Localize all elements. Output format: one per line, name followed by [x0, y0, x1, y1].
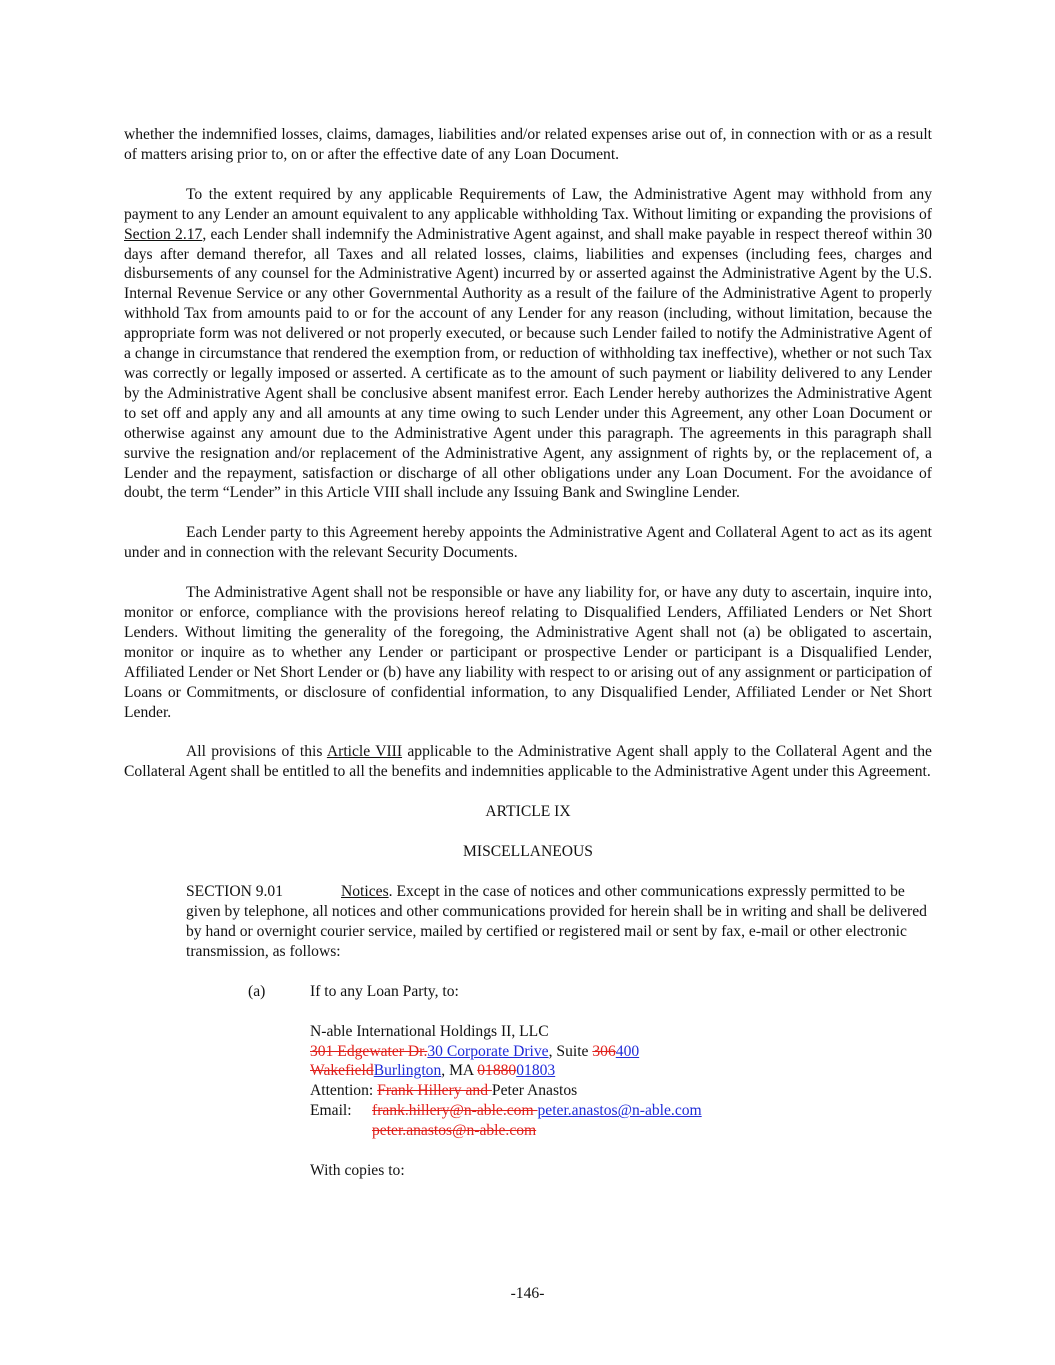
clause-a — [248, 982, 932, 1181]
document-page — [124, 125, 932, 1181]
address-email-continuation — [310, 1121, 932, 1141]
copies-to: With copies to: — [310, 1162, 405, 1180]
paragraph-withholding-tax — [124, 185, 932, 504]
email-deleted-1: frank.hillery@n-able.com — [372, 1102, 538, 1120]
street-deleted: 301 Edgewater Dr. — [310, 1042, 428, 1060]
address-attention-line — [310, 1081, 932, 1101]
withholding-text-part1: To the extent required by any applicable Requirements of Law, the Administrative Agent may withhold from any payment to any Lender an amount equivalent to any applicable withholding Tax. Without limiting or expanding the provisions of — [124, 185, 932, 223]
section-body-first: . Except in the case of notices and other communications expressly permitted to be given by telephone, all notices and other communications provided for herein shall be in writing and shall be delivered by hand or overnight courier service, mailed by certified or registered mail or sent by fax, e-mail or other electronic transmission, as follows: — [186, 883, 927, 960]
withholding-text-part2: , each Lender shall indemnify the Administrative Agent against, and shall make payable in respect thereof within 30 days after demand therefor, all Taxes and all related losses, claims, liabilities and expenses (including fees, charges and disbursements of any counsel for the Administrative Agent) incurred by or asserted against the Administrative Agent by the U.S. Internal Revenue Service or any other Governmental Authority as a result of the failure of the Administrative Agent to properly withhold Tax from amounts paid to or for the account of any Lender for any reason (including, without limitation, because the appropriate form was not delivered or not properly executed, or because such Lender failed to notify the Administrative Agent of a change in circumstance that rendered the exemption from, or reduction of withholding tax ineffective), whether or not such Tax was correctly or legally imposed or asserted. A certificate as to the amount of such payment or liability delivered to any Lender by the Administrative Agent shall be conclusive absent manifest error. Each Lender hereby authorizes the Administrative Agent to set off and apply any and all amounts at any time owing to such Lender under this Agreement, any other Loan Document or otherwise against any amount due to the Administrative Agent under this paragraph. The agreements in this paragraph shall survive the resignation and/or replacement of the Administrative Agent, any assignment of rights by, or the replacement of, a Lender and the repayment, satisfaction or discharge of all other obligations under any Loan Document. For the avoidance of doubt, the term “Lender” in this Article VIII shall include any Issuing Bank and Swingline Lender. — [124, 225, 933, 502]
attention-name: Peter Anastos — [491, 1082, 578, 1100]
city-inserted: Burlington — [373, 1062, 442, 1080]
section-9-01-notices — [124, 882, 932, 962]
attention-deleted: Frank Hillery and — [377, 1082, 492, 1100]
suite-inserted: 400 — [615, 1042, 640, 1060]
address-street-line — [310, 1042, 932, 1062]
collateral-text-part2: applicable to the Administrative Agent shall apply to the Collateral Agent and the Collateral Agent shall be entitled to all the benefits and indemnities applicable to the Administrative Agent under this Agreement. — [124, 743, 932, 781]
paragraph-indemnified-losses: whether the indemnified losses, claims, damages, liabilities and/or related expenses arise out of, in connection with or as a result of matters arising prior to, on or after the effective date of any Loan Document. — [124, 126, 932, 163]
collateral-text-part1: All provisions of this — [186, 743, 327, 761]
paragraph-security-documents: Each Lender party to this Agreement hereby appoints the Administrative Agent and Collateral Agent to act as its agent under and in connection with the relevant Security Documents. — [124, 524, 932, 562]
state: , MA — [441, 1062, 478, 1080]
clause-body — [310, 982, 932, 1181]
suite-prefix: , Suite — [548, 1042, 593, 1060]
zip-deleted: 01880 — [477, 1062, 517, 1080]
email-deleted-2: peter.anastos@n-able.com — [372, 1122, 537, 1140]
email-inserted: peter.anastos@n-able.com — [537, 1102, 702, 1120]
address-city-line — [310, 1061, 932, 1081]
section-2-17-reference: Section 2.17 — [124, 225, 203, 243]
zip-inserted: 01803 — [516, 1062, 556, 1080]
street-inserted: 30 Corporate Drive — [427, 1042, 549, 1060]
section-number: SECTION 9.01 — [186, 883, 284, 901]
clause-text: If to any Loan Party, to: — [310, 982, 459, 1000]
section-title: Notices — [341, 883, 389, 901]
city-deleted: Wakefield — [310, 1062, 374, 1080]
paragraph-collateral-agent — [124, 742, 932, 782]
clause-label: (a) — [248, 982, 266, 1000]
notice-address-block — [310, 1022, 932, 1141]
suite-deleted: 306 — [592, 1042, 616, 1060]
address-email-line — [310, 1101, 932, 1121]
attention-label: Attention: — [310, 1082, 378, 1100]
address-company: N-able International Holdings II, LLC — [310, 1022, 549, 1040]
email-label: Email: — [310, 1102, 352, 1120]
page-number: -146- — [510, 1285, 545, 1302]
article-title: MISCELLANEOUS — [463, 843, 593, 861]
paragraph-disqualified-lenders: The Administrative Agent shall not be responsible or have any liability for, or have any duty to ascertain, inquire into, monitor or enforce, compliance with the provisions hereof relating to Disqualified Lenders, Affiliated Lenders or Net Short Lenders. Without limiting the generality of the foregoing, the Administrative Agent shall not (a) be obligated to ascertain, monitor or inquire as to whether any Lender or participant or prospective Lender or participant is a Disqualified Lender, Affiliated Lender or Net Short Lender or (b) have any liability with respect to or arising out of any assignment or participation of Loans or Commitments, or disclosure of confidential information, to any Disqualified Lender, Affiliated Lender or Net Short Lender. — [124, 584, 932, 721]
article-heading: ARTICLE IX — [485, 803, 571, 821]
article-viii-reference: Article VIII — [326, 743, 403, 761]
